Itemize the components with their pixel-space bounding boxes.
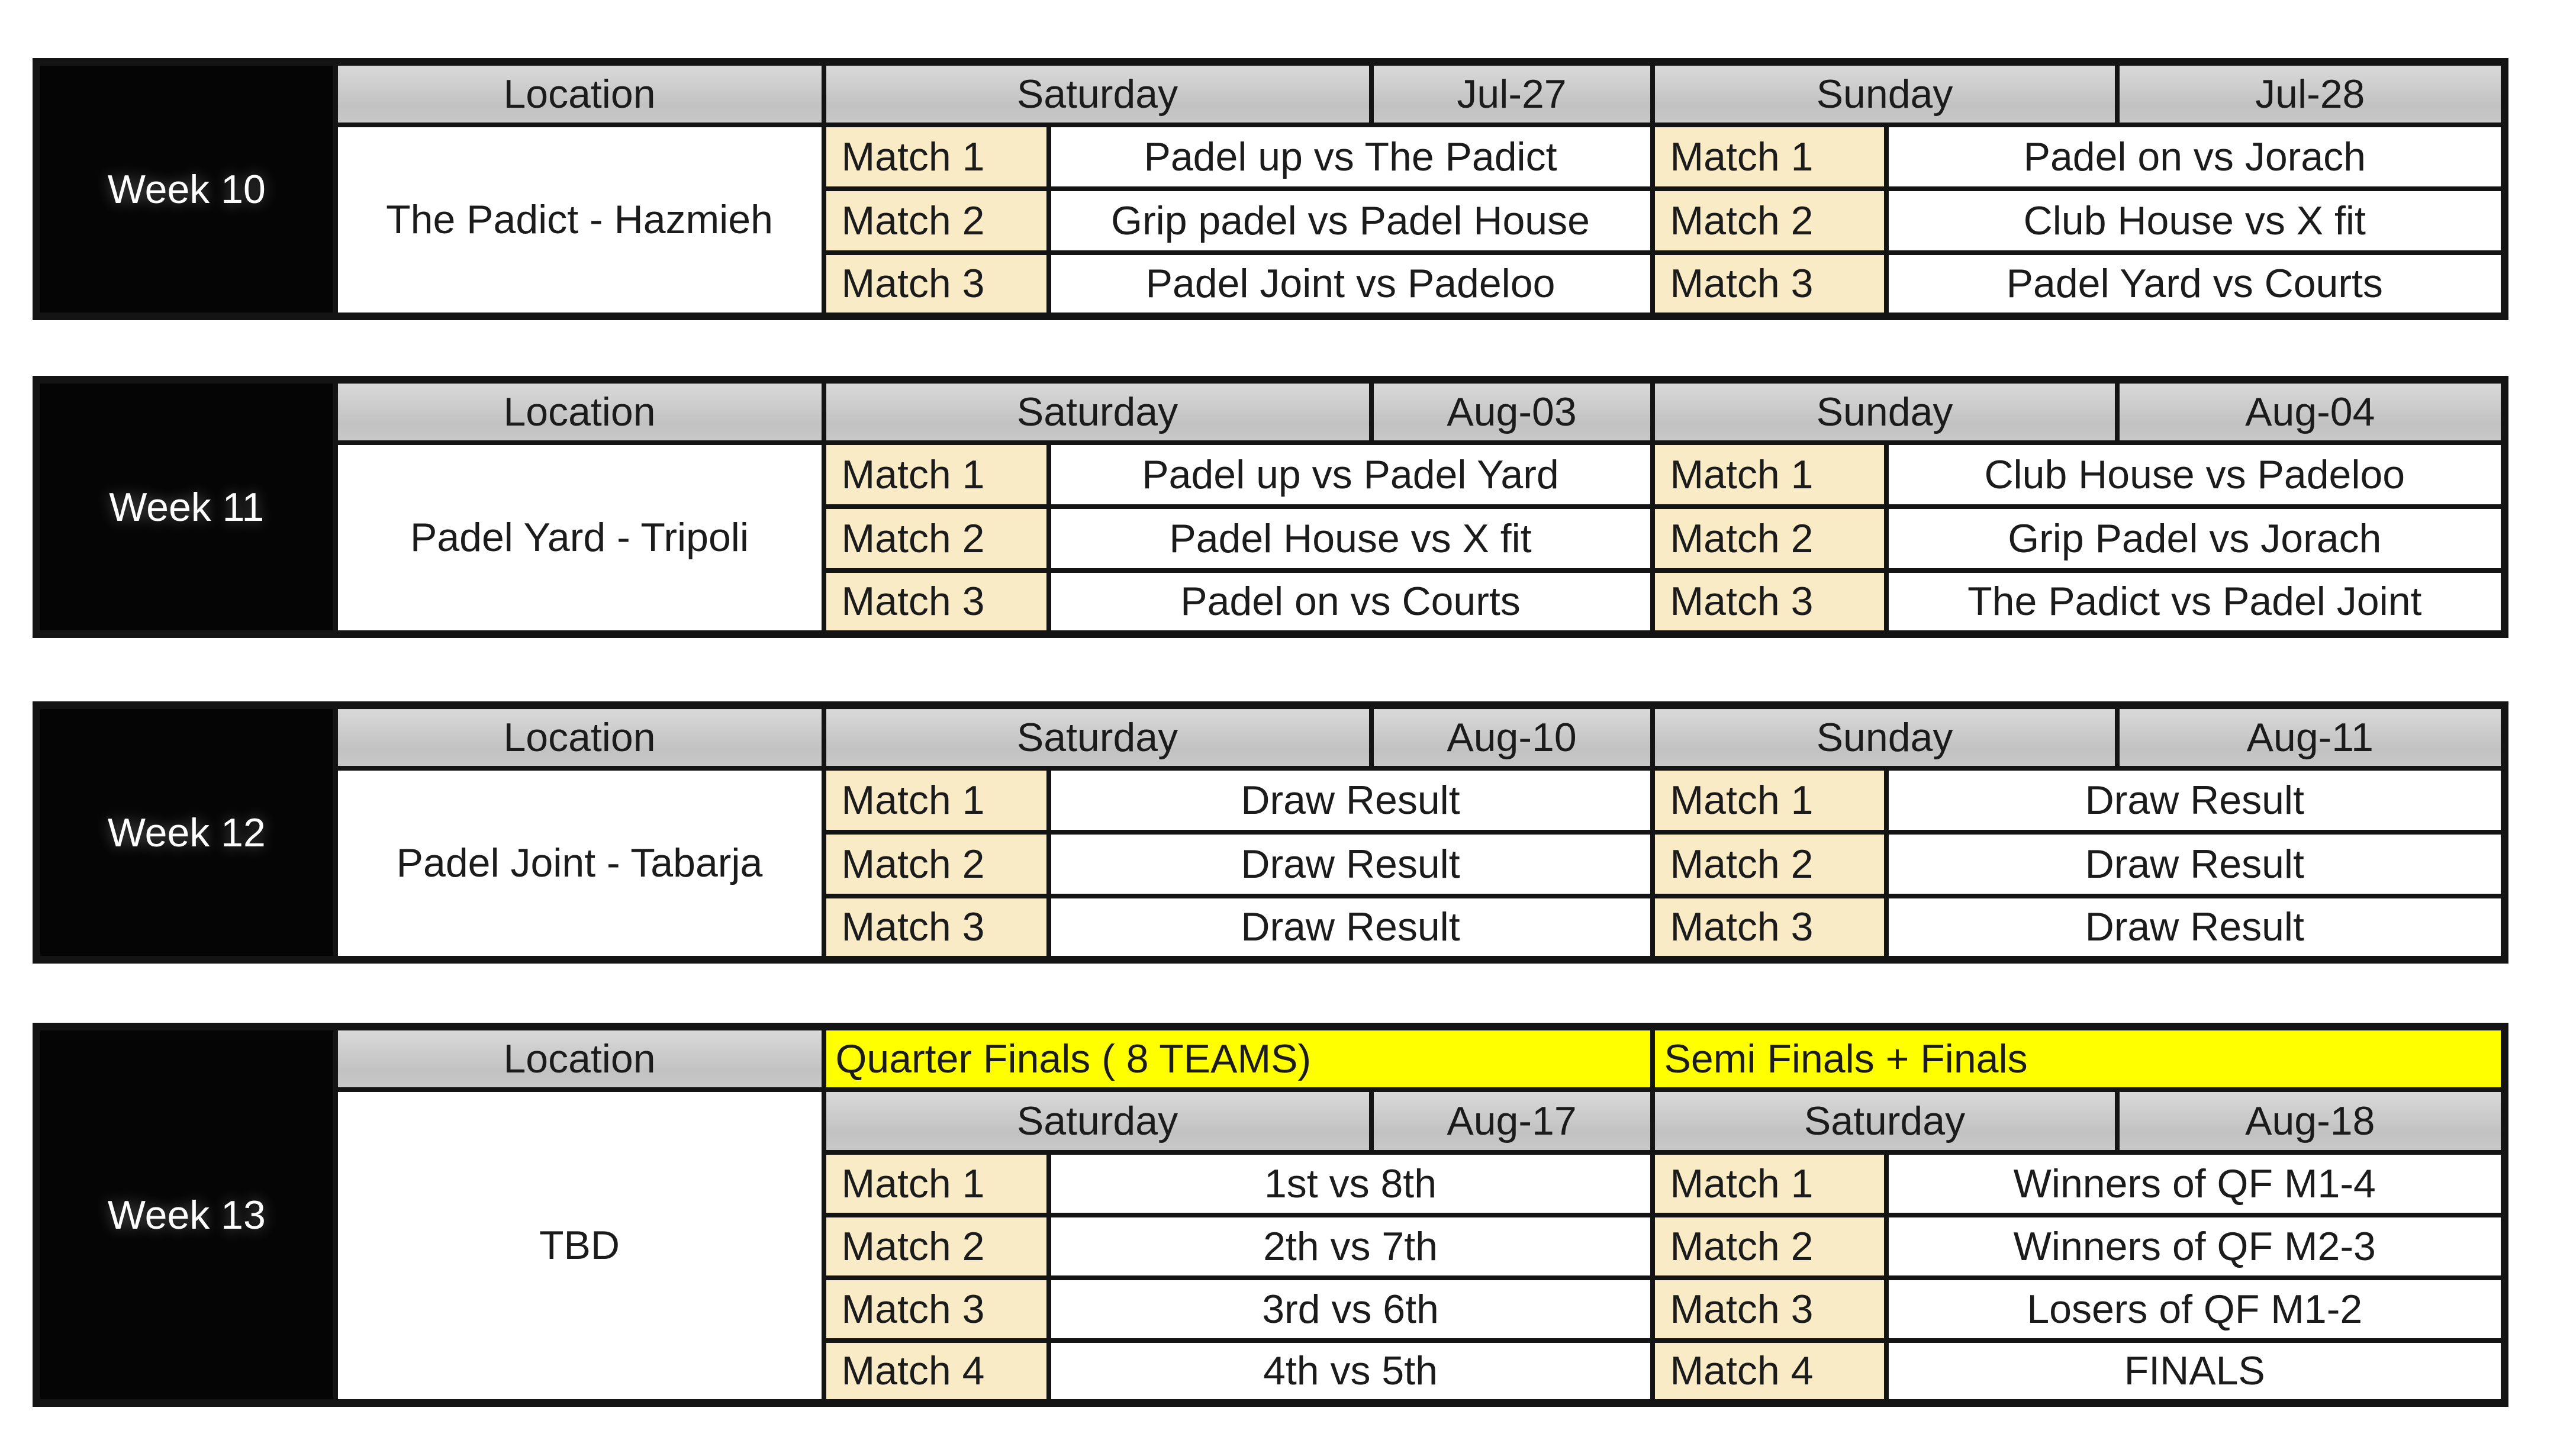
match-fixture: Grip Padel vs Jorach (1886, 507, 2505, 571)
match-label: Match 2 (1653, 507, 1886, 571)
match-fixture: Padel on vs Jorach (1886, 125, 2505, 189)
match-label: Match 3 (824, 1278, 1049, 1341)
match-fixture: Padel Joint vs Padeloo (1049, 253, 1653, 317)
match-label: Match 2 (824, 507, 1049, 571)
match-label: Match 1 (1653, 125, 1886, 189)
location-value: The Padict - Hazmieh (336, 125, 824, 317)
match-fixture: Draw Result (1886, 896, 2505, 960)
match-fixture: Losers of QF M1-2 (1886, 1278, 2505, 1341)
stage-title-semi-finals: Semi Finals + Finals (1653, 1027, 2505, 1090)
match-fixture: Winners of QF M1-4 (1886, 1152, 2505, 1215)
match-fixture: Padel on vs Courts (1049, 571, 1653, 634)
date-header: Jul-27 (1371, 62, 1653, 125)
match-label: Match 4 (1653, 1341, 1886, 1403)
date-header: Aug-18 (2117, 1090, 2505, 1152)
date-header: Aug-11 (2117, 706, 2505, 768)
week-label: Week 10 (37, 62, 336, 317)
match-label: Match 1 (1653, 443, 1886, 507)
stage-title-quarter-finals: Quarter Finals ( 8 TEAMS) (824, 1027, 1653, 1090)
match-fixture: Club House vs X fit (1886, 189, 2505, 253)
match-label: Match 2 (1653, 832, 1886, 896)
match-fixture: Padel Yard vs Courts (1886, 253, 2505, 317)
match-fixture: Padel House vs X fit (1049, 507, 1653, 571)
match-fixture: Draw Result (1886, 832, 2505, 896)
day-header: Saturday (1653, 1090, 2117, 1152)
week-13-table (33, 1023, 2508, 1407)
location-header: Location (336, 380, 824, 443)
match-fixture: 4th vs 5th (1049, 1341, 1653, 1403)
week-12-table (33, 701, 2508, 964)
match-fixture: Winners of QF M2-3 (1886, 1215, 2505, 1278)
day-header: Saturday (824, 380, 1371, 443)
match-fixture: Padel up vs The Padict (1049, 125, 1653, 189)
match-label: Match 2 (824, 1215, 1049, 1278)
match-fixture: FINALS (1886, 1341, 2505, 1403)
location-value: TBD (336, 1090, 824, 1403)
match-label: Match 3 (824, 571, 1049, 634)
match-label: Match 4 (824, 1341, 1049, 1403)
match-fixture: Draw Result (1049, 768, 1653, 832)
match-label: Match 1 (824, 1152, 1049, 1215)
week-10-table (33, 58, 2508, 320)
match-label: Match 3 (1653, 896, 1886, 960)
match-fixture: Draw Result (1886, 768, 2505, 832)
location-header: Location (336, 1027, 824, 1090)
match-label: Match 2 (824, 189, 1049, 253)
match-label: Match 1 (1653, 768, 1886, 832)
location-header: Location (336, 62, 824, 125)
location-value: Padel Yard - Tripoli (336, 443, 824, 634)
location-value: Padel Joint - Tabarja (336, 768, 824, 960)
week-label: Week 13 (37, 1027, 336, 1403)
day-header: Sunday (1653, 380, 2117, 443)
date-header: Aug-10 (1371, 706, 1653, 768)
match-label: Match 3 (1653, 1278, 1886, 1341)
week-11-table (33, 376, 2508, 638)
match-fixture: 2th vs 7th (1049, 1215, 1653, 1278)
match-label: Match 2 (824, 832, 1049, 896)
date-header: Aug-04 (2117, 380, 2505, 443)
day-header: Saturday (824, 706, 1371, 768)
match-fixture: The Padict vs Padel Joint (1886, 571, 2505, 634)
date-header: Aug-03 (1371, 380, 1653, 443)
match-fixture: Draw Result (1049, 832, 1653, 896)
week-label: Week 12 (37, 706, 336, 960)
match-label: Match 1 (824, 768, 1049, 832)
date-header: Jul-28 (2117, 62, 2505, 125)
date-header: Aug-17 (1371, 1090, 1653, 1152)
match-label: Match 2 (1653, 1215, 1886, 1278)
match-fixture: Club House vs Padeloo (1886, 443, 2505, 507)
match-label: Match 1 (824, 443, 1049, 507)
match-label: Match 3 (824, 253, 1049, 317)
match-label: Match 1 (824, 125, 1049, 189)
day-header: Saturday (824, 1090, 1371, 1152)
match-label: Match 3 (1653, 571, 1886, 634)
match-fixture: Grip padel vs Padel House (1049, 189, 1653, 253)
match-label: Match 2 (1653, 189, 1886, 253)
week-label: Week 11 (37, 380, 336, 634)
day-header: Saturday (824, 62, 1371, 125)
day-header: Sunday (1653, 706, 2117, 768)
match-label: Match 3 (824, 896, 1049, 960)
match-fixture: Draw Result (1049, 896, 1653, 960)
match-label: Match 1 (1653, 1152, 1886, 1215)
match-fixture: 1st vs 8th (1049, 1152, 1653, 1215)
day-header: Sunday (1653, 62, 2117, 125)
match-label: Match 3 (1653, 253, 1886, 317)
match-fixture: 3rd vs 6th (1049, 1278, 1653, 1341)
location-header: Location (336, 706, 824, 768)
match-fixture: Padel up vs Padel Yard (1049, 443, 1653, 507)
